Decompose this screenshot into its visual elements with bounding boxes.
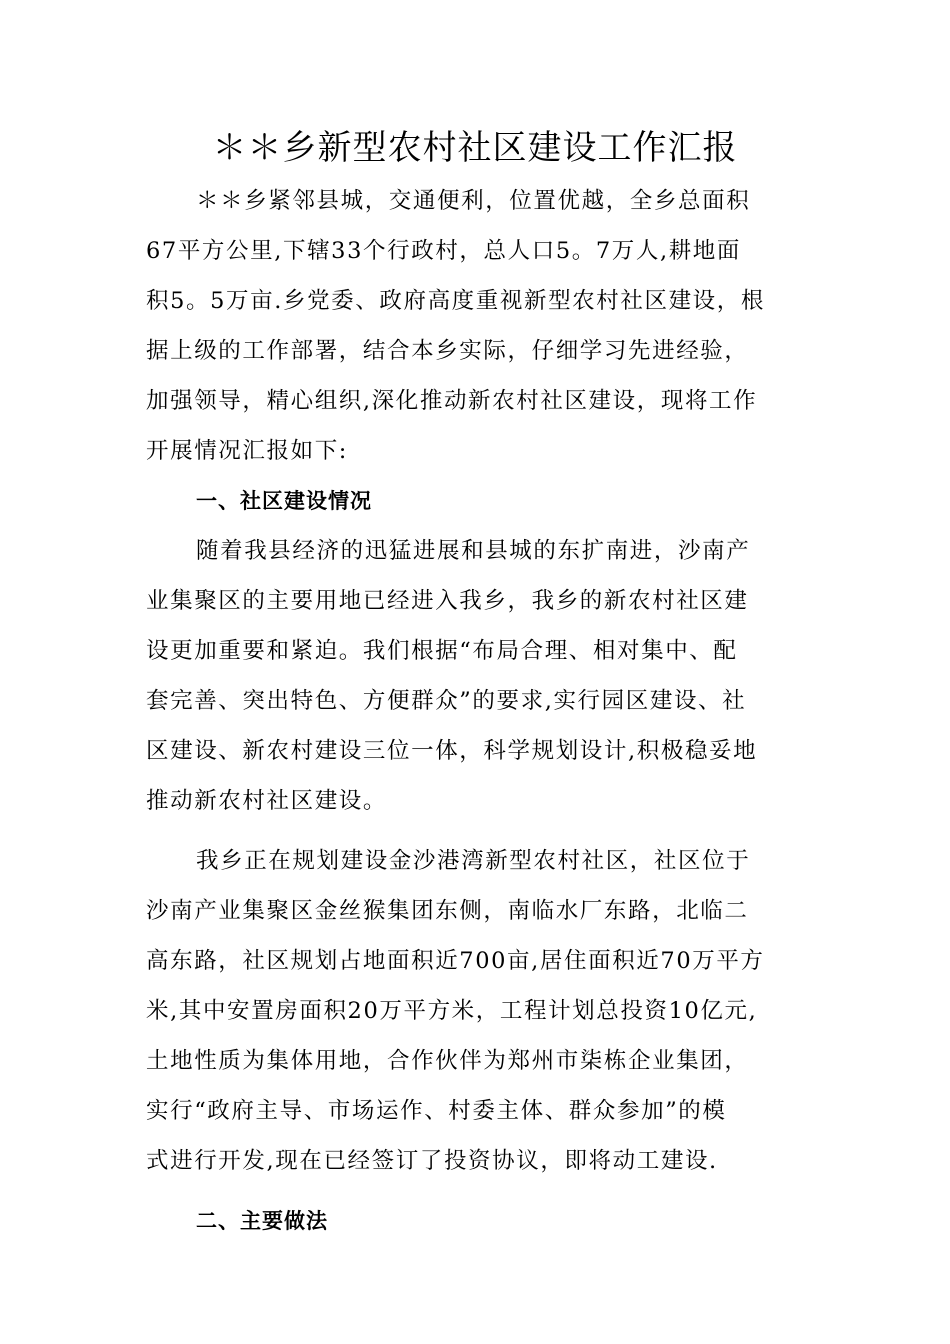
section1-paragraph-1 — [146, 526, 816, 826]
text-line: 加强领导，精心组织,深化推动新农村社区建设，现将工作 — [146, 388, 758, 414]
text-line: 业集聚区的主要用地已经进入我乡，我乡的新农村社区建 — [146, 588, 749, 614]
text-line: 推动新农村社区建设。 — [146, 788, 388, 814]
intro-paragraph — [146, 176, 816, 476]
text-line: 设更加重要和紧迫。我们根据“布局合理、相对集中、配 — [146, 638, 738, 664]
paragraph-spacer — [146, 1186, 816, 1196]
text-line: 67平方公里,下辖33个行政村，总人口5。7万人,耕地面 — [146, 238, 741, 264]
text-line: ＊＊乡紧邻县城，交通便利，位置优越，全乡总面积 — [196, 188, 751, 214]
section-heading-2: 二、主要做法 — [196, 1209, 328, 1233]
text-line: 开展情况汇报如下: — [146, 438, 348, 464]
text-line: 套完善、突出特色、方便群众”的要求,实行园区建设、社 — [146, 688, 747, 714]
document-title: ＊＊乡新型农村社区建设工作汇报 — [212, 128, 738, 168]
text-line: 我乡正在规划建设金沙港湾新型农村社区，社区位于 — [196, 848, 751, 874]
text-line: 沙南产业集聚区金丝猴集团东侧，南临水厂东路，北临二 — [146, 898, 749, 924]
text-line: 土地性质为集体用地，合作伙伴为郑州市柒栋企业集团， — [146, 1048, 749, 1074]
document-body — [146, 176, 816, 1246]
text-line: 随着我县经济的迅猛进展和县城的东扩南进，沙南产 — [196, 538, 751, 564]
text-line: 据上级的工作部署，结合本乡实际，仔细学习先进经验， — [146, 338, 749, 364]
text-line: 米,其中安置房面积20万平方米，工程计划总投资10亿元, — [146, 998, 758, 1024]
text-line: 式进行开发,现在已经签订了投资协议，即将动工建设. — [146, 1148, 718, 1174]
text-line: 实行“政府主导、市场运作、村委主体、群众参加”的模 — [146, 1098, 727, 1124]
section-heading-1: 一、社区建设情况 — [196, 489, 372, 513]
text-line: 高东路，社区规划占地面积近700亩,居住面积近70万平方 — [146, 948, 765, 974]
text-line: 区建设、新农村建设三位一体，科学规划设计,积极稳妥地 — [146, 738, 758, 764]
section1-paragraph-2 — [146, 836, 816, 1186]
text-line: 积5。5万亩.乡党委、政府高度重视新型农村社区建设，根 — [146, 288, 765, 314]
paragraph-spacer — [146, 826, 816, 836]
